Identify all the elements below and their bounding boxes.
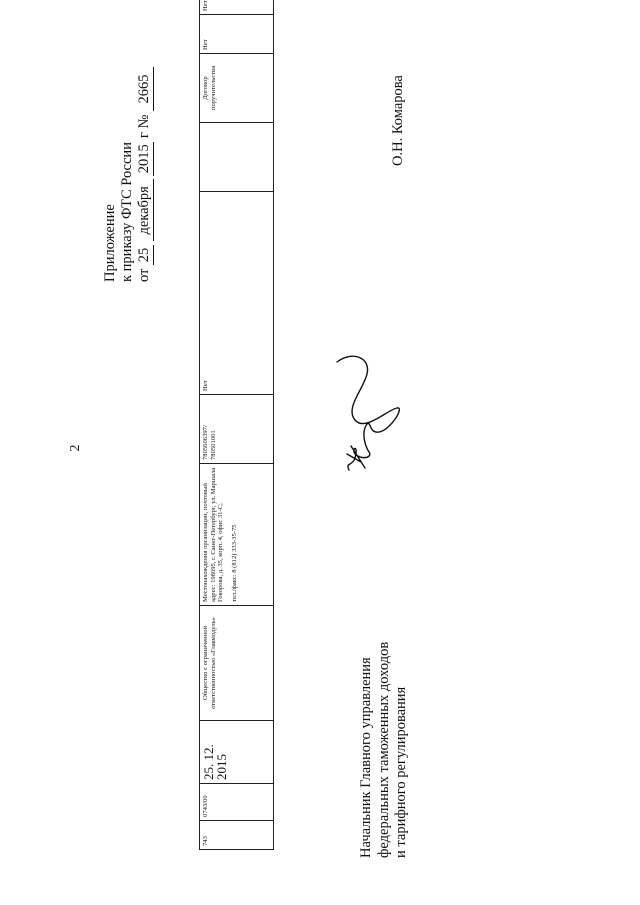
annex-year: 2015 [136, 142, 154, 176]
registry-table [199, 0, 274, 850]
cell-col10: Нет [200, 0, 274, 15]
page-number: 2 [68, 444, 83, 452]
signature-position-block [358, 618, 411, 858]
phone-text: тел./факс: 8 (812) 333-35-75 [230, 524, 238, 602]
cell-col6: Нет [200, 192, 274, 395]
position-line-2: федеральных таможенных доходов [375, 641, 392, 858]
address-text: Местонахождения организации, почтовый адрес: 198095, г. Санкт-Петербург, ул. Маршала Говорова, д. 35, корп. 4, офис 31-С; [202, 467, 225, 602]
cell-number: 743 [200, 821, 274, 850]
position-line-1: Начальник Главного управления [358, 657, 374, 858]
position-line-3: и тарифного регулирования [393, 686, 409, 858]
handwritten-signature [325, 350, 405, 475]
annex-year-suffix: г № [136, 114, 152, 139]
registry-table-wrapper [199, 0, 274, 850]
annex-order-line: к приказу ФТС России [119, 142, 135, 282]
annex-header [102, 52, 154, 282]
cell-code: 0743/00 [200, 784, 274, 821]
annex-date-prefix: от [136, 268, 152, 282]
cell-col9: Нет [200, 15, 274, 54]
cell-col7 [200, 123, 274, 192]
annex-day: 25 [136, 245, 154, 265]
signatory-name: О.Н. Комарова [390, 75, 406, 166]
cell-inn-kpp: 7805606397/ 780501001 [200, 395, 274, 464]
annex-month: декабря [136, 179, 154, 241]
cell-contract: Договор поручительства [200, 54, 274, 123]
cell-address [200, 464, 274, 606]
annex-title: Приложение [102, 204, 118, 282]
cell-organization-name: Общество с ограниченной ответственностью «Главмодуль» [200, 606, 274, 721]
cell-date: 25. 12. 2015 [200, 721, 274, 784]
table-row [200, 0, 274, 850]
annex-date-line [136, 52, 154, 282]
annex-number: 2665 [136, 67, 154, 111]
